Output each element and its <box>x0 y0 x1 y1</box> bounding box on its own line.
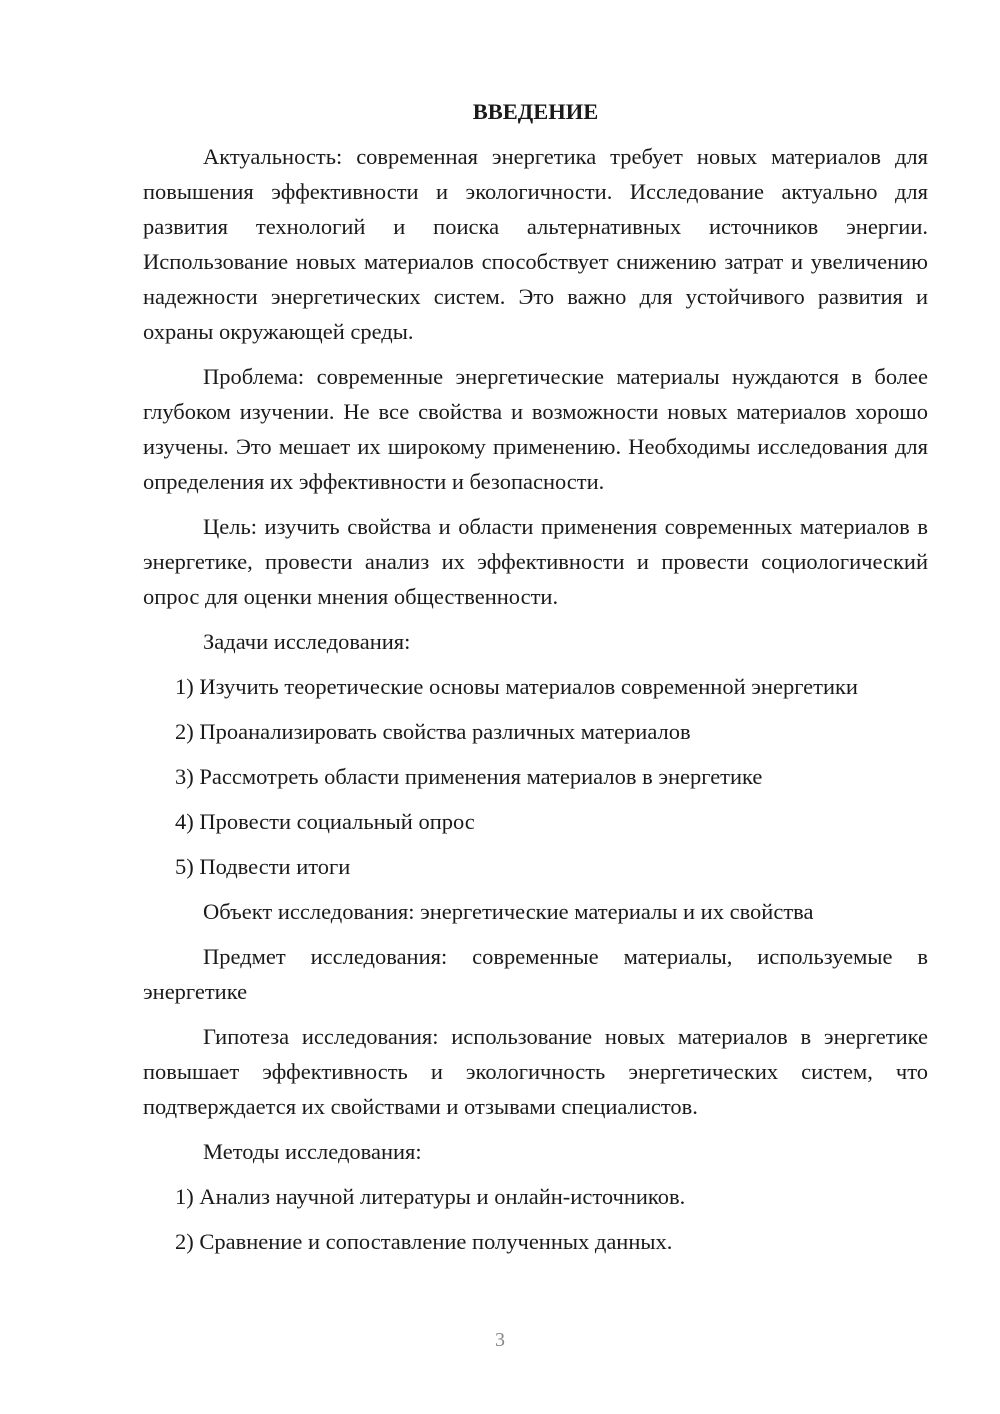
task-item: 5) Подвести итоги <box>175 854 351 879</box>
goal-paragraph: Цель: изучить свойства и области применения современных материалов в энергетике, провести анализ их эффективности и провести социологический опрос для оценки мнения общественности. <box>143 514 928 609</box>
hypothesis-paragraph: Гипотеза исследования: использование новых материалов в энергетике повышает эффективность и экологичность энергетических систем, что подтверждается их свойствами и отзывами специалистов. <box>143 1024 928 1119</box>
relevance-paragraph: Актуальность: современная энергетика требует новых материалов для повышения эффективности и экологичности. Исследование актуально для развития технологий и поиска альтернативных источников энергии. Использование новых материалов способствует снижению затрат и увеличению надежности энергетических систем. Это важно для устойчивого развития и охраны окружающей среды. <box>143 144 928 344</box>
subject-paragraph: Предмет исследования: современные материалы, используемые в энергетике <box>143 944 928 1004</box>
method-item: 1) Анализ научной литературы и онлайн-источников. <box>175 1184 686 1209</box>
task-item: 3) Рассмотреть области применения материалов в энергетике <box>175 764 763 789</box>
task-item: 4) Провести социальный опрос <box>175 809 475 834</box>
section-title: ВВЕДЕНИЕ <box>472 99 599 124</box>
page-number: 3 <box>495 1329 505 1351</box>
task-item: 2) Проанализировать свойства различных материалов <box>175 719 691 744</box>
method-item: 2) Сравнение и сопоставление полученных данных. <box>175 1229 673 1254</box>
problem-paragraph: Проблема: современные энергетические материалы нуждаются в более глубоком изучении. Не все свойства и возможности новых материалов хорошо изучены. Это мешает их широкому применению. Необходимы исследования для определения их эффективности и безопасности. <box>143 364 928 494</box>
object-paragraph: Объект исследования: энергетические материалы и их свойства <box>203 899 814 924</box>
tasks-heading: Задачи исследования: <box>203 629 411 654</box>
methods-heading: Методы исследования: <box>203 1139 422 1164</box>
task-item: 1) Изучить теоретические основы материалов современной энергетики <box>175 674 858 699</box>
page-content <box>143 94 928 1269</box>
